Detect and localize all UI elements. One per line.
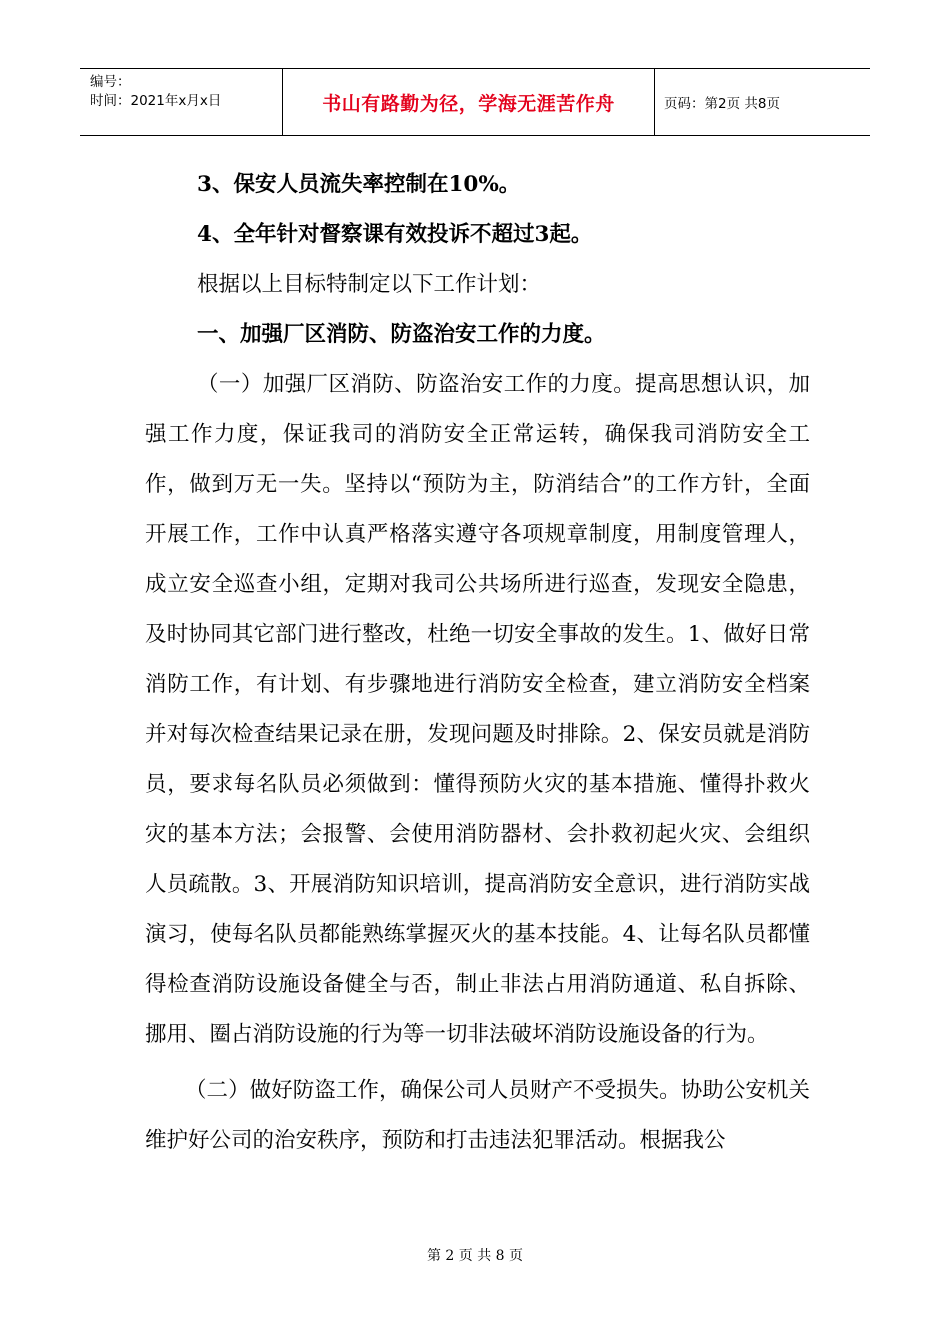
section-heading-1: 一、加强厂区消防、防盗治安工作的力度。 bbox=[197, 322, 606, 347]
paragraph-fire-safety: （一）加强厂区消防、防盗治安工作的力度。提高思想认识，加强工作力度，保证我司的消防安全正常运转，确保我司消防安全工作，做到万无一失。坚持以“预防为主，防消结合”的工作方针，全面开展工作，工作中认真严格落实遵守各项规章制度，用制度管理人，成立安全巡查小组，定期对我司公共场所进行巡查，发现安全隐患，及时协同其它部门进行整改，杜绝一切安全事故的发生。1、做好日常消防工作，有计划、有步骤地进行消防安全检查，建立消防安全档案并对每次检查结果记录在册，发现问题及时排除。2、保安员就是消防员，要求每名队员必须做到：懂得预防火灾的基本措施、懂得扑救火灾的基本方法；会报警、会使用消防器材、会扑救初起火灾、会组织人员疏散。3、开展消防知识培训，提高消防安全意识，进行消防实战演习，使每名队员都能熟练掌握灭火的基本技能。4、让每名队员都懂得检查消防设施设备健全与否，制止非法占用消防通道、私自拆除、挪用、圈占消防设施的行为等一切非法破坏消防设施设备的行为。 bbox=[145, 372, 810, 1047]
goal-item-3: 3、保安人员流失率控制在10%。 bbox=[197, 172, 521, 197]
document-body bbox=[145, 160, 810, 1166]
page-footer: 第 2 页 共 8 页 bbox=[426, 1248, 524, 1264]
document-number-label: 编号： bbox=[90, 74, 131, 90]
header-meta bbox=[80, 69, 283, 135]
plan-intro: 根据以上目标特制定以下工作计划： bbox=[197, 272, 542, 297]
document-date: 时间：2021年x月x日 bbox=[90, 93, 222, 109]
goal-item-4: 4、全年针对督察课有效投诉不超过3起。 bbox=[197, 222, 593, 247]
page-header bbox=[80, 68, 870, 136]
paragraph-theft-prevention: （二）做好防盗工作，确保公司人员财产不受损失。协助公安机关维护好公司的治安秩序，预防和打击违法犯罪活动。根据我公 bbox=[145, 1078, 810, 1153]
header-motto: 书山有路勤为径，学海无涯苦作舟 bbox=[283, 69, 655, 135]
header-page-info: 页码：第2页 共8页 bbox=[664, 96, 780, 112]
